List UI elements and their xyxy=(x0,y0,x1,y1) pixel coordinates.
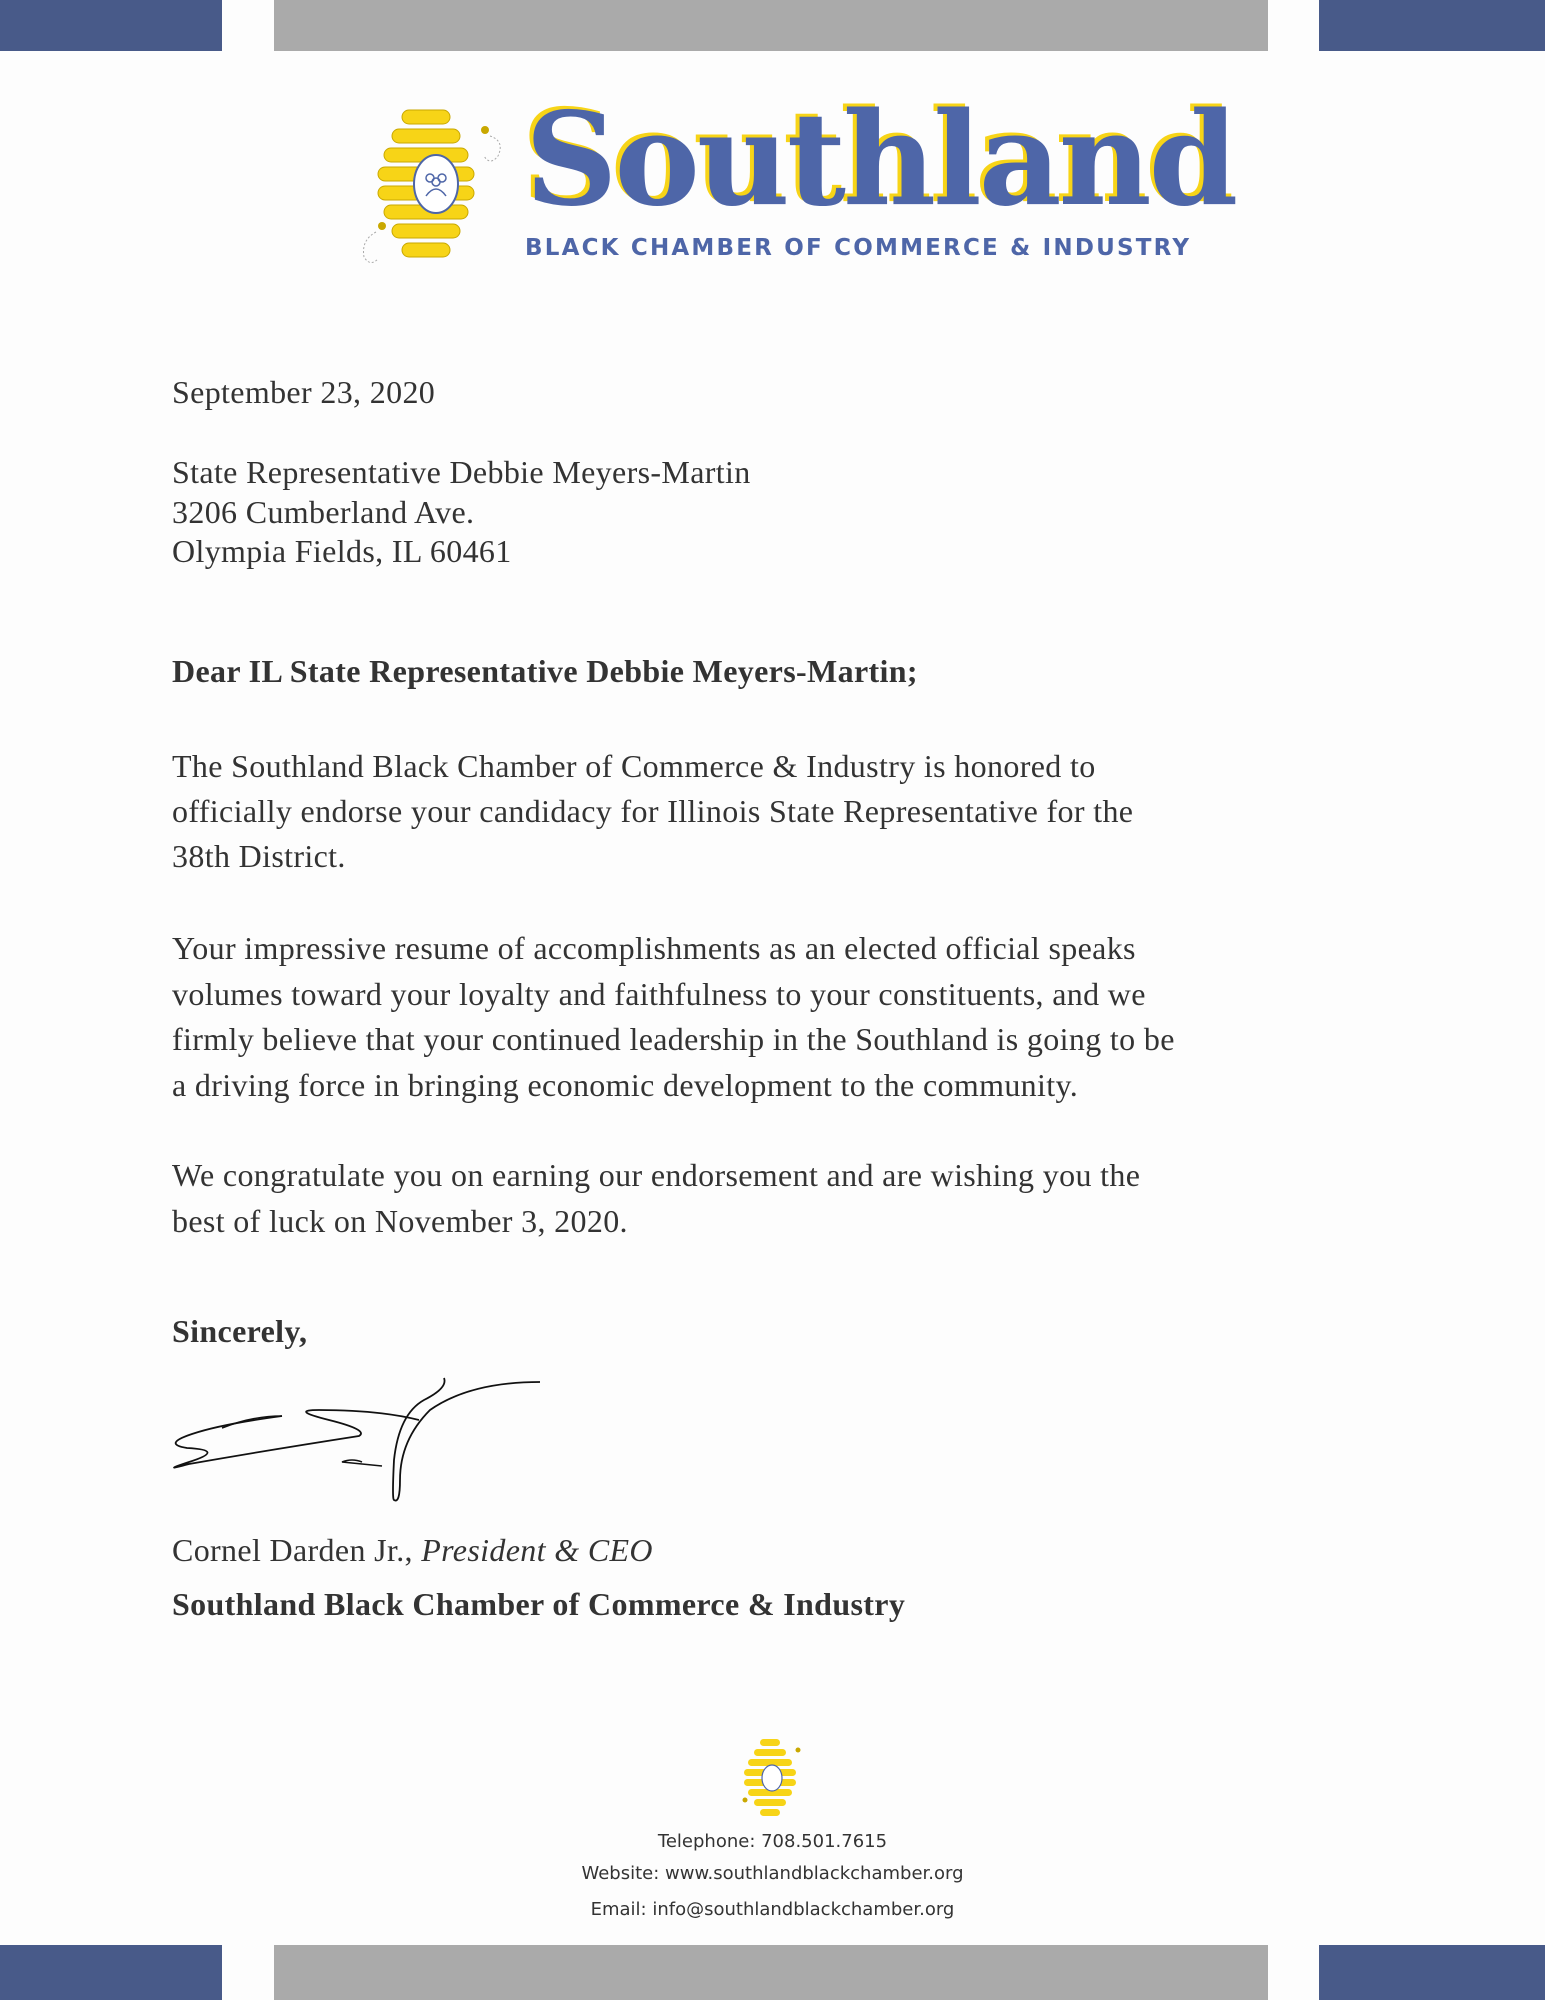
footer-beehive-logo-icon xyxy=(730,1738,820,1820)
paragraph-line: volumes toward your loyalty and faithfulness to your constituents, and we xyxy=(172,976,1146,1012)
recipient-line: Olympia Fields, IL 60461 xyxy=(172,533,512,569)
paragraph-line: Your impressive resume of accomplishments as an elected official speaks xyxy=(172,930,1136,966)
top-center-bar xyxy=(274,0,1268,51)
paragraph-line: 38th District. xyxy=(172,838,346,874)
organization-name: Southland Black Chamber of Commerce & Industry xyxy=(172,1586,906,1622)
top-right-bar xyxy=(1319,0,1545,51)
letter-date: September 23, 2020 xyxy=(172,374,436,410)
paragraph-line: best of luck on November 3, 2020. xyxy=(172,1203,628,1239)
logo-title: Southland xyxy=(525,85,1236,235)
bottom-left-bar xyxy=(0,1945,222,2000)
footer-email[interactable]: Email: info@southlandblackchamber.org xyxy=(590,1899,955,1920)
bottom-center-bar xyxy=(274,1945,1268,2000)
closing: Sincerely, xyxy=(172,1313,308,1349)
signer-line xyxy=(172,1531,653,1569)
paragraph-line: The Southland Black Chamber of Commerce & Industry is honored to xyxy=(172,748,1096,784)
bottom-right-bar xyxy=(1319,1945,1545,2000)
top-left-bar xyxy=(0,0,222,51)
paragraph-line: firmly believe that your continued leadership in the Southland is going to be xyxy=(172,1021,1175,1057)
footer-website[interactable]: Website: www.southlandblackchamber.org xyxy=(581,1863,964,1884)
signature xyxy=(172,1370,572,1510)
paragraph-line: a driving force in bringing economic development to the community. xyxy=(172,1067,1079,1103)
signer-title: President & CEO xyxy=(421,1532,653,1568)
recipient-line: 3206 Cumberland Ave. xyxy=(172,494,475,530)
footer-telephone: Telephone: 708.501.7615 xyxy=(657,1831,888,1852)
beehive-logo-icon xyxy=(352,108,522,268)
salutation: Dear IL State Representative Debbie Meyers-Martin; xyxy=(172,653,918,689)
logo-subtitle: BLACK CHAMBER OF COMMERCE & INDUSTRY xyxy=(525,235,1192,261)
recipient-line: State Representative Debbie Meyers-Martin xyxy=(172,454,751,490)
paragraph-line: officially endorse your candidacy for Illinois State Representative for the xyxy=(172,793,1134,829)
paragraph-line: We congratulate you on earning our endorsement and are wishing you the xyxy=(172,1157,1141,1193)
signer-name: Cornel Darden Jr., xyxy=(172,1532,413,1568)
